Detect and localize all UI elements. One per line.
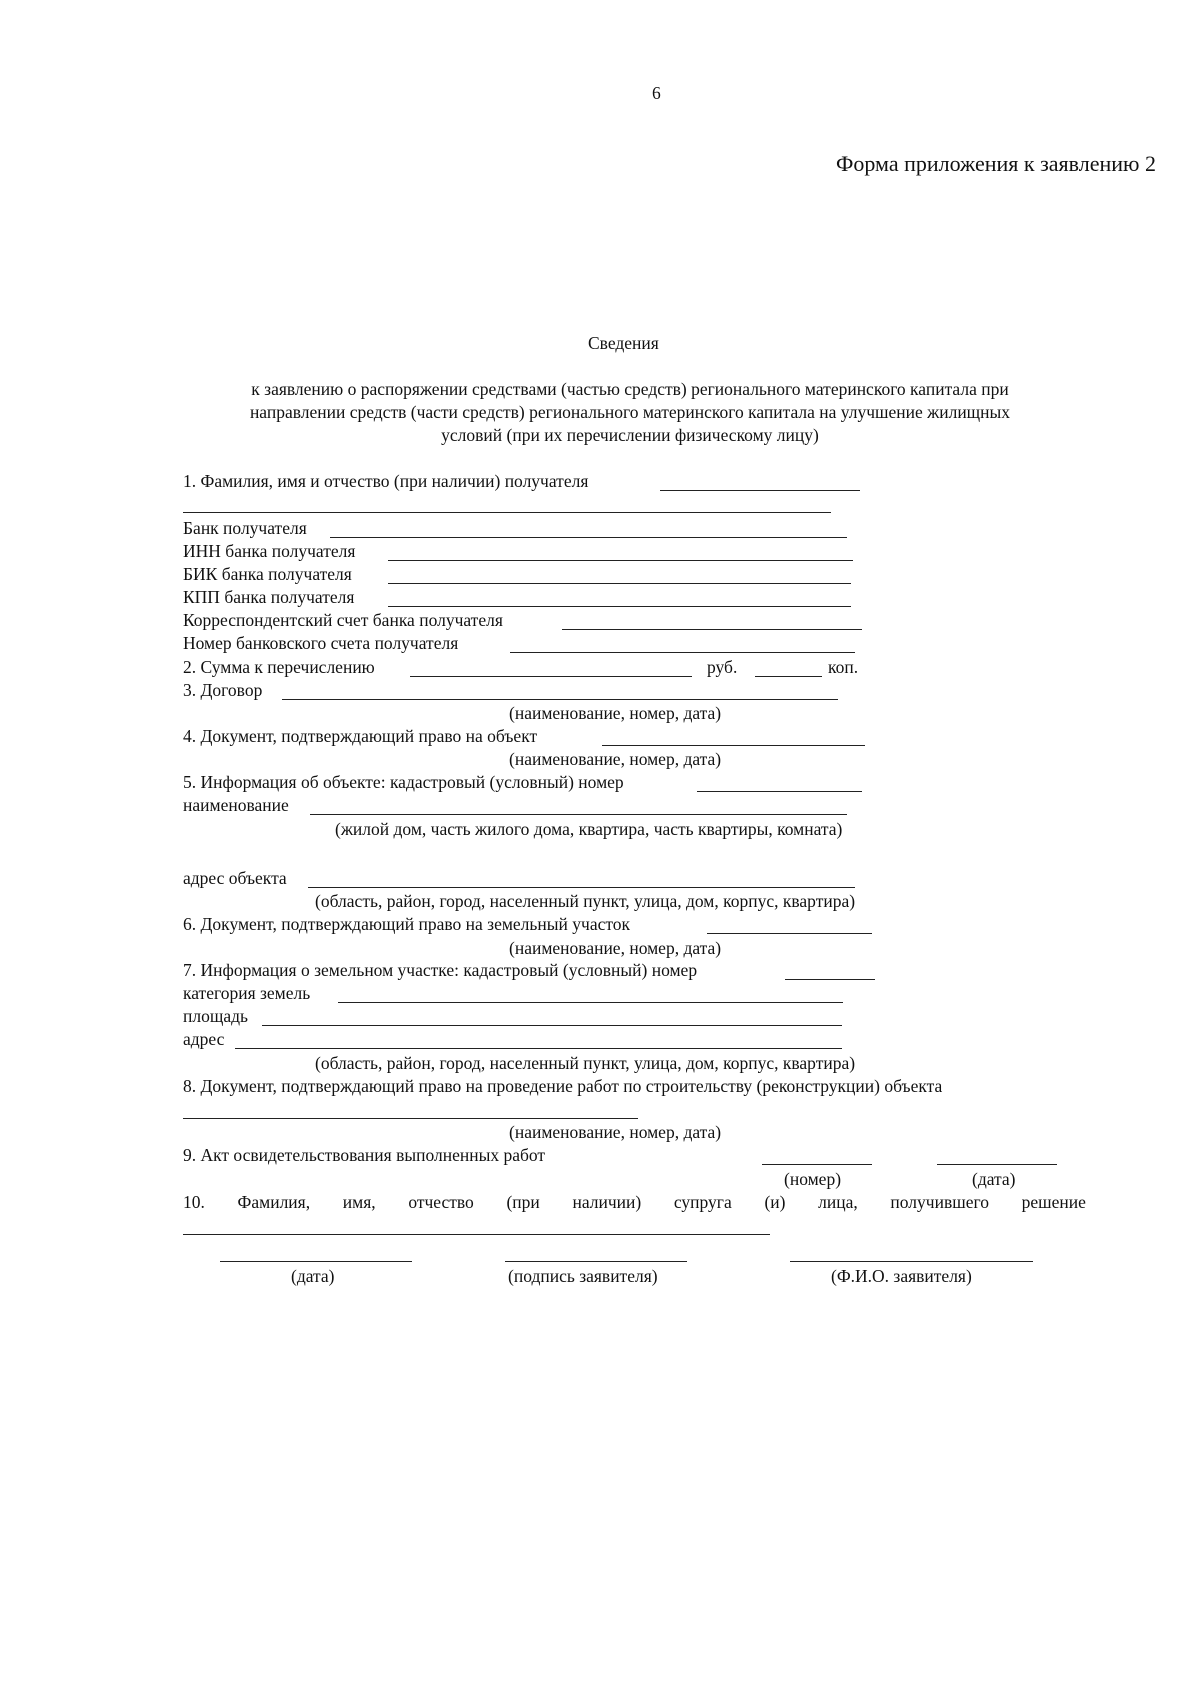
field-construction-doc-line[interactable] <box>183 1118 638 1119</box>
field-bank-label: Банк получателя <box>183 518 307 538</box>
field-recipient-line[interactable] <box>660 490 860 491</box>
field-inn-label: ИНН банка получателя <box>183 541 356 561</box>
field-recipient-label: 1. Фамилия, имя и отчество (при наличии) получателя <box>183 471 589 491</box>
field-amount-kop-line[interactable] <box>755 676 822 677</box>
spouse-word: Фамилия, <box>237 1192 311 1212</box>
field-spouse-line[interactable] <box>183 1234 770 1235</box>
spouse-word: (при <box>506 1192 540 1212</box>
field-land-cadastral-label: 7. Информация о земельном участке: кадастровый (условный) номер <box>183 960 698 980</box>
field-inspection-act-label: 9. Акт освидетельствования выполненных работ <box>183 1145 546 1165</box>
spouse-word: имя, <box>342 1192 376 1212</box>
field-amount-label: 2. Сумма к перечислению <box>183 657 375 677</box>
field-bank-line[interactable] <box>330 537 847 538</box>
field-land-address-label: адрес <box>183 1029 225 1049</box>
field-amount-rub-line[interactable] <box>410 676 692 677</box>
field-object-cadastral-line[interactable] <box>697 791 862 792</box>
field-object-address-line[interactable] <box>308 887 855 888</box>
field-object-name-label: наименование <box>183 795 289 815</box>
signature-fio-hint: (Ф.И.О. заявителя) <box>831 1266 972 1286</box>
field-land-area-label: площадь <box>183 1006 248 1026</box>
signature-date-line[interactable] <box>220 1261 412 1262</box>
object-address-hint: (область, район, город, населенный пункт, улица, дом, корпус, квартира) <box>315 891 856 911</box>
field-bank-account-label: Номер банковского счета получателя <box>183 633 459 653</box>
form-title: Форма приложения к заявлению 2 <box>836 151 1156 176</box>
field-land-right-doc-line[interactable] <box>707 933 872 934</box>
field-recipient-line-2[interactable] <box>183 512 831 513</box>
field-kpp-line[interactable] <box>388 606 851 607</box>
land-right-doc-hint: (наименование, номер, дата) <box>509 938 722 958</box>
signature-date-hint: (дата) <box>291 1266 335 1286</box>
field-bik-label: БИК банка получателя <box>183 564 352 584</box>
field-kpp-label: КПП банка получателя <box>183 587 355 607</box>
field-bank-account-line[interactable] <box>510 652 855 653</box>
field-land-area-line[interactable] <box>262 1025 842 1026</box>
spouse-word: решение <box>1021 1192 1086 1212</box>
field-bik-line[interactable] <box>388 583 851 584</box>
field-inn-line[interactable] <box>388 560 853 561</box>
spouse-word: супруга <box>673 1192 732 1212</box>
kop-label: коп. <box>828 657 859 677</box>
doc-subtitle-line-2: направлении средств (части средств) регионального материнского капитала на улучшение жилищных <box>249 402 1011 422</box>
field-land-cadastral-line[interactable] <box>785 979 875 980</box>
field-corr-account-line[interactable] <box>562 629 862 630</box>
doc-subtitle-line-3: условий (при их перечислении физическому лицу) <box>441 425 819 445</box>
field-land-category-line[interactable] <box>338 1002 843 1003</box>
object-right-doc-hint: (наименование, номер, дата) <box>509 749 722 769</box>
rub-label: руб. <box>707 657 738 677</box>
field-spouse-label <box>183 1191 1086 1213</box>
field-contract-line[interactable] <box>282 699 838 700</box>
field-land-right-doc-label: 6. Документ, подтверждающий право на земельный участок <box>183 914 631 934</box>
signature-sign-hint: (подпись заявителя) <box>508 1266 658 1286</box>
spouse-word: (и) <box>764 1192 786 1212</box>
contract-hint: (наименование, номер, дата) <box>509 703 722 723</box>
field-object-right-doc-label: 4. Документ, подтверждающий право на объект <box>183 726 538 746</box>
doc-title: Сведения <box>588 333 659 353</box>
field-inspection-act-number-line[interactable] <box>762 1164 872 1165</box>
land-address-hint: (область, район, город, населенный пункт, улица, дом, корпус, квартира) <box>315 1053 856 1073</box>
spouse-word: получившего <box>890 1192 989 1212</box>
doc-subtitle-line-1: к заявлению о распоряжении средствами (частью средств) регионального материнского капитала при <box>251 379 1009 399</box>
inspection-act-date-hint: (дата) <box>972 1169 1016 1189</box>
field-contract-label: 3. Договор <box>183 680 263 700</box>
spouse-word: 10. <box>183 1192 205 1212</box>
field-object-cadastral-label: 5. Информация об объекте: кадастровый (условный) номер <box>183 772 624 792</box>
signature-fio-line[interactable] <box>790 1261 1033 1262</box>
spouse-word: лица, <box>818 1192 858 1212</box>
field-object-right-doc-line[interactable] <box>602 745 865 746</box>
field-land-address-line[interactable] <box>235 1048 842 1049</box>
field-inspection-act-date-line[interactable] <box>937 1164 1057 1165</box>
construction-doc-hint: (наименование, номер, дата) <box>509 1122 722 1142</box>
field-corr-account-label: Корреспондентский счет банка получателя <box>183 610 503 630</box>
field-object-name-line[interactable] <box>310 814 847 815</box>
signature-sign-line[interactable] <box>505 1261 687 1262</box>
page-number: 6 <box>652 83 661 103</box>
spouse-word: наличии) <box>572 1192 642 1212</box>
inspection-act-number-hint: (номер) <box>784 1169 842 1189</box>
field-construction-doc-label: 8. Документ, подтверждающий право на проведение работ по строительству (реконструкции) объекта <box>183 1076 943 1096</box>
field-object-address-label: адрес объекта <box>183 868 287 888</box>
object-types-hint: (жилой дом, часть жилого дома, квартира, часть квартиры, комната) <box>335 819 843 839</box>
field-land-category-label: категория земель <box>183 983 311 1003</box>
spouse-word: отчество <box>408 1192 474 1212</box>
